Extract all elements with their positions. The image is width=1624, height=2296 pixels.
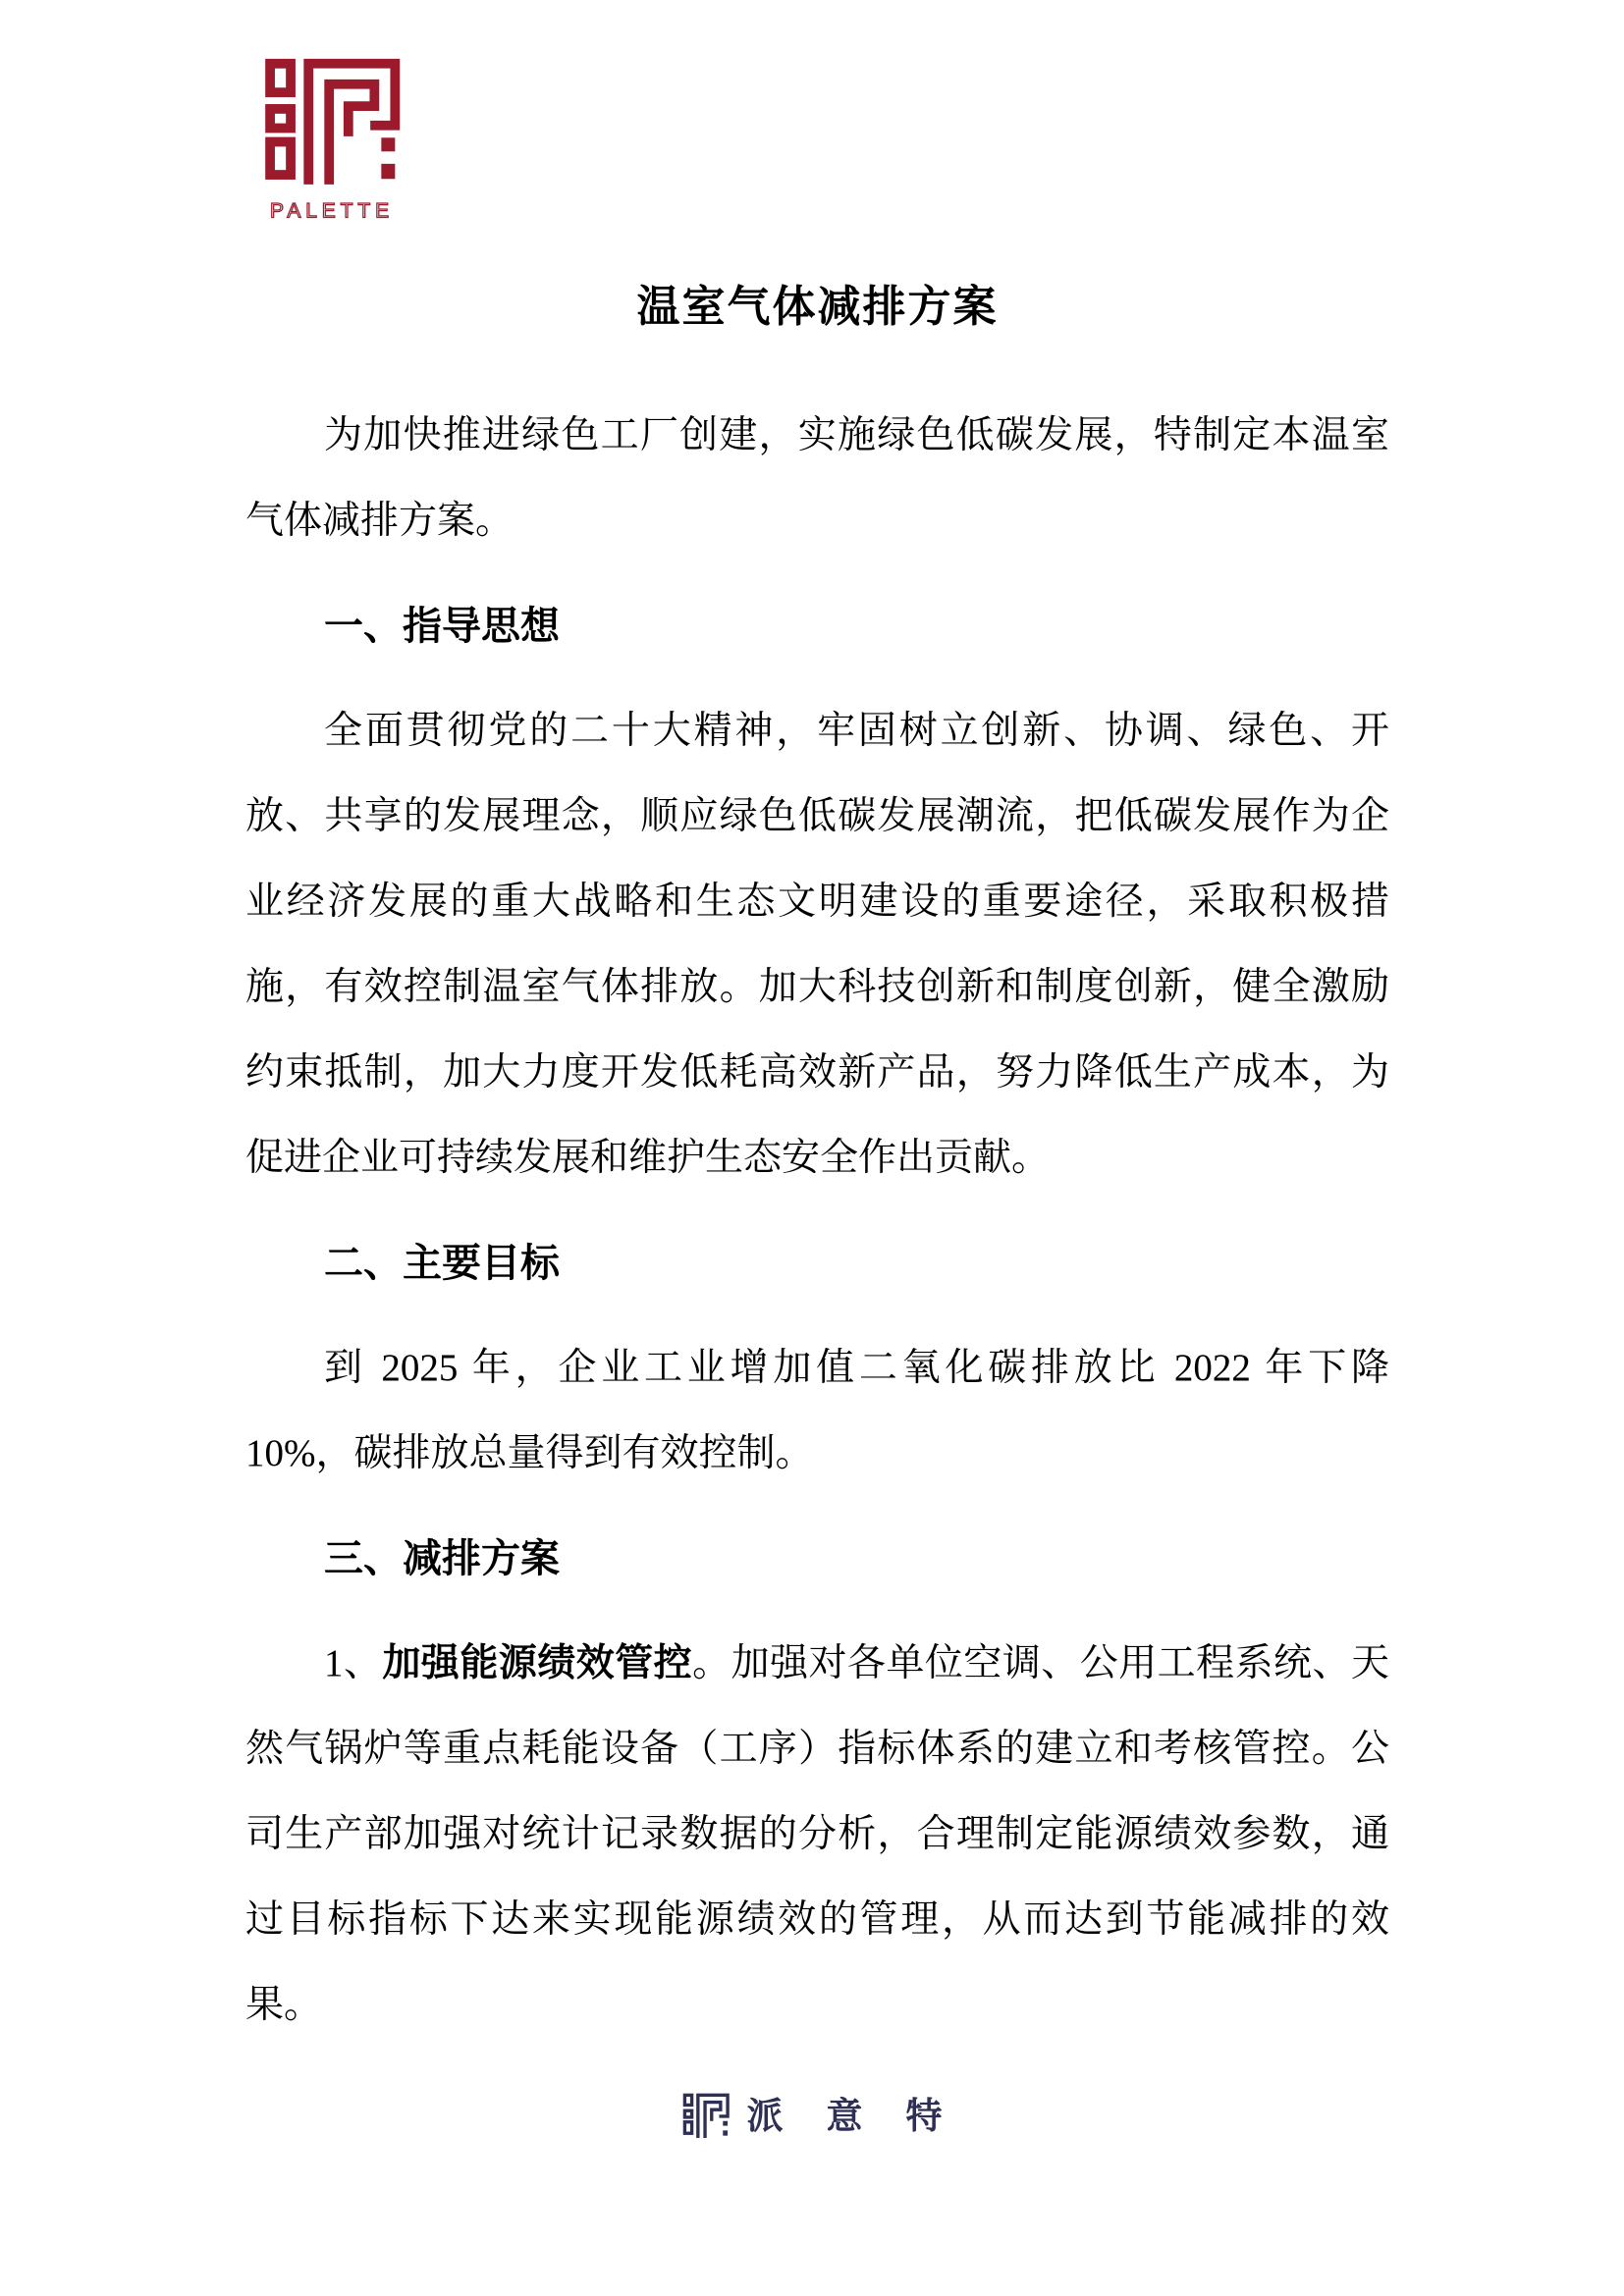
header-brand-logo bbox=[263, 54, 401, 223]
section-heading-3: 三、减排方案 bbox=[324, 1535, 560, 1580]
section-1-paragraph: 全面贯彻党的二十大精神，牢固树立创新、协调、绿色、开放、共享的发展理念，顺应绿色低碳发展潮流，把低碳发展作为企业经济发展的重大战略和生态文明建设的重要途径，采取积极措施，有效控制温室气体排放。加大科技创新和制度创新，健全激励约束抵制，加大力度开发低耗高效新产品，努力降低生产成本，为促进企业可持续发展和维护生态安全作出贡献。 bbox=[245, 709, 1389, 1179]
document-title: 温室气体减排方案 bbox=[636, 283, 999, 331]
section-3-item-paragraph bbox=[245, 1621, 1389, 2048]
header-brand-wordmark: PALETTE bbox=[270, 199, 394, 223]
section-2-paragraph: 到 2025 年，企业工业增加值二氧化碳排放比 2022 年下降 10%，碳排放总量得到有效控制。 bbox=[245, 1346, 1389, 1474]
paiyite-logo-icon bbox=[682, 2090, 730, 2141]
section-heading-1: 一、指导思想 bbox=[324, 603, 560, 648]
footer-brand-wordmark: 派意特 bbox=[746, 2095, 986, 2136]
intro-paragraph: 为加快推进绿色工厂创建，实施绿色低碳发展，特制定本温室气体减排方案。 bbox=[245, 413, 1389, 542]
footer-brand bbox=[0, 2090, 1624, 2141]
palette-logo-icon bbox=[263, 54, 401, 223]
item-title: 加强能源绩效管控 bbox=[382, 1641, 693, 1684]
section-heading-2: 二、主要目标 bbox=[324, 1240, 560, 1285]
item-body: 。加强对各单位空调、公用工程系统、天然气锅炉等重点耗能设备（工序）指标体系的建立和考核管控。公司生产部加强对统计记录数据的分析，合理制定能源绩效参数，通过目标指标下达来实现能源绩效的管理，从而达到节能减排的效果。 bbox=[245, 1641, 1389, 2026]
item-number: 1、 bbox=[324, 1641, 383, 1684]
